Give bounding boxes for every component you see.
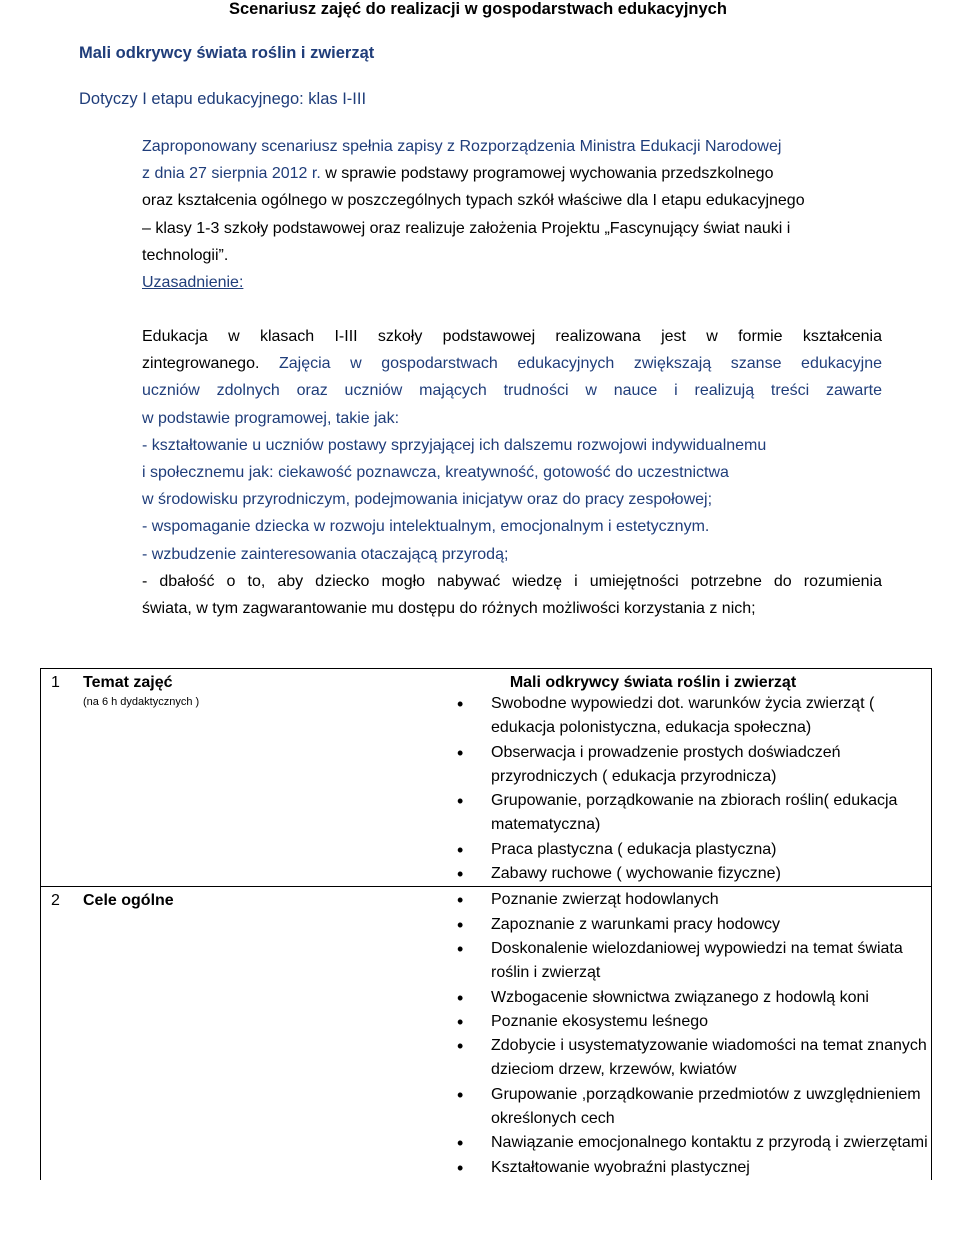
- row-label-cell: [77, 887, 443, 1180]
- list-item: • Grupowanie, porządkowanie na zbiorach roślin( edukacja matematyczna): [491, 789, 939, 838]
- justification-line: [142, 350, 882, 377]
- justification-paragraph: [142, 323, 882, 622]
- justification-line: w środowisku przyrodniczym, podejmowania inicjatyw oraz do pracy zespołowej;: [142, 491, 713, 509]
- regulation-date: z dnia 27 sierpnia 2012 r.: [142, 165, 321, 183]
- row-number: 2: [41, 887, 78, 1180]
- list-item: • Poznanie ekosystemu leśnego: [491, 1010, 939, 1034]
- list-item: • Wzbogacenie słownictwa związanego z hodowlą koni: [491, 986, 939, 1010]
- list-item: • Praca plastyczna ( edukacja plastyczna): [491, 838, 939, 862]
- list-item: • Nawiązanie emocjonalnego kontaktu z przyrodą i zwierzętami: [491, 1131, 939, 1155]
- justification-line: świata, w tym zagwarantowanie mu dostępu do różnych możliwości korzystania z nich;: [142, 600, 756, 618]
- justification-line: w podstawie programowej, takie jak:: [142, 409, 400, 427]
- topic-heading: Mali odkrywcy świata roślin i zwierząt: [509, 674, 797, 691]
- intro-paragraph: [142, 133, 882, 296]
- justification-line: - dbałość o to, aby dziecko mogło nabywać wiedzę i umiejętności potrzebne do rozumienia: [142, 572, 882, 590]
- row-label: Temat zajęć: [83, 674, 173, 691]
- list-item: • Zabawy ruchowe ( wychowanie fizyczne): [491, 862, 939, 886]
- justification-fragment: Zajęcia w gospodarstwach edukacyjnych zwiększają szanse edukacyjne: [259, 355, 882, 373]
- list-item: • Poznanie zwierząt hodowlanych: [491, 888, 939, 912]
- justification-line: i społecznemu jak: ciekawość poznawcza, kreatywność, gotowość do uczestnictwa: [142, 464, 729, 482]
- justification-fragment: zintegrowanego.: [142, 355, 260, 373]
- justification-line: - kształtowanie u uczniów postawy sprzyjającej ich dalszemu rozwojowi indywidualnemu: [142, 436, 767, 454]
- topic-items-list: [443, 692, 931, 886]
- lesson-plan-table: [40, 668, 932, 1180]
- list-item: • Swobodne wypowiedzi dot. warunków życia zwierząt ( edukacja polonistyczna, edukacja społeczna): [491, 692, 939, 741]
- row-content-cell: [443, 887, 932, 1180]
- intro-line: technologii”.: [142, 246, 229, 264]
- row-content-cell: [443, 669, 932, 887]
- list-item: • Zapoznanie z warunkami pracy hodowcy: [491, 913, 939, 937]
- row-number: 1: [41, 669, 78, 887]
- justification-line: - wspomaganie dziecka w rozwoju intelektualnym, emocjonalnym i estetycznym.: [142, 518, 710, 536]
- intro-line: oraz kształcenia ogólnego w poszczególnych typach szkół właściwe dla I etapu edukacyjnego: [142, 192, 805, 210]
- list-item: • Kształtowanie wyobraźni plastycznej: [491, 1156, 939, 1180]
- list-item: • Zdobycie i usystematyzowanie wiadomości na temat znanych dzieciom drzew, krzewów, kwiatów: [491, 1034, 939, 1083]
- table-row: [41, 887, 932, 1180]
- intro-line: Zaproponowany scenariusz spełnia zapisy z Rozporządzenia Ministra Edukacji Narodowej: [142, 138, 782, 155]
- row-label-cell: [77, 669, 443, 887]
- intro-line: [142, 160, 882, 187]
- list-item: • Grupowanie ,porządkowanie przedmiotów z uwzględnieniem określonych cech: [491, 1083, 939, 1132]
- intro-line: – klasy 1-3 szkoły podstawowej oraz realizuje założenia Projektu „Fascynujący świat nauki i: [142, 219, 791, 237]
- row-label: Cele ogólne: [83, 892, 174, 910]
- justification-heading: Uzasadnienie:: [142, 274, 244, 292]
- education-stage: Dotyczy I etapu edukacyjnego: klas I-III: [79, 90, 367, 108]
- document-title: Scenariusz zajęć do realizacji w gospodarstwach edukacyjnych: [229, 0, 727, 18]
- regulation-subject: w sprawie podstawy programowej wychowania przedszkolnego: [320, 165, 774, 183]
- list-item: • Obserwacja i prowadzenie prostych doświadczeń przyrodniczych ( edukacja przyrodnicza): [491, 741, 939, 790]
- justification-line: Edukacja w klasach I-III szkoły podstawowej realizowana jest w formie kształcenia: [142, 328, 882, 345]
- list-item: • Doskonalenie wielozdaniowej wypowiedzi na temat świata roślin i zwierząt: [491, 937, 939, 986]
- scenario-name: Mali odkrywcy świata roślin i zwierząt: [79, 44, 375, 62]
- table-row: [41, 669, 932, 887]
- goals-list: [443, 888, 931, 1180]
- justification-line: - wzbudzenie zainteresowania otaczającą przyrodą;: [142, 545, 509, 563]
- hours-note: (na 6 h dydaktycznych ): [83, 696, 200, 708]
- justification-line: uczniów zdolnych oraz uczniów mających trudności w nauce i realizują treści zawarte: [142, 382, 882, 400]
